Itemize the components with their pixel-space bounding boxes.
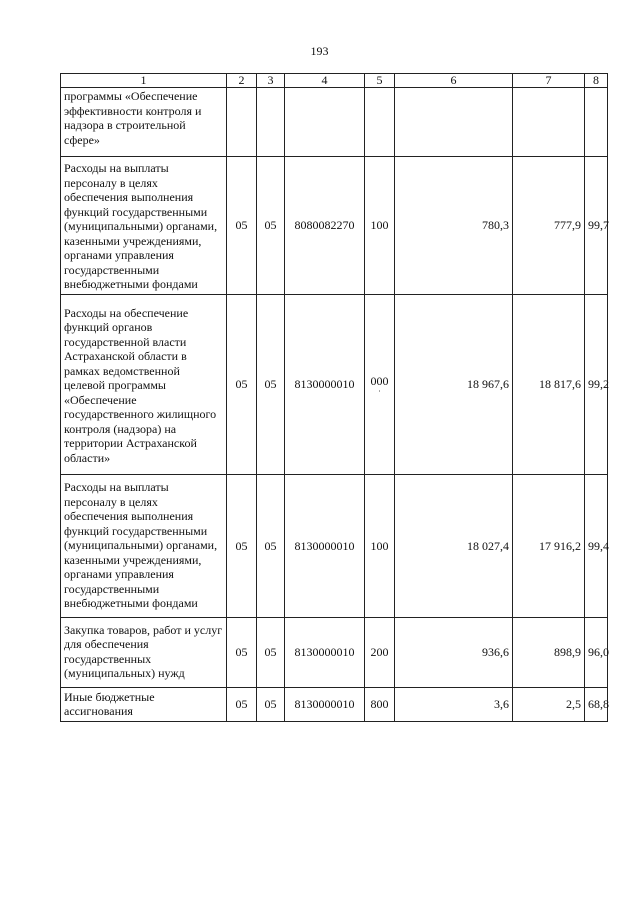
row-name: Закупка товаров, работ и услуг для обеспечения государственных (муниципальных) нужд [61,617,227,687]
row-expense-type-cell [365,294,395,475]
row-name: программы «Обеспечение эффективности контроля и надзора в строительной сфере» [61,88,227,157]
col-header-name: 1 [61,74,227,88]
table-row [61,88,608,157]
row-percent: 99,2 [585,294,608,475]
page-number: 193 [310,44,329,58]
row-section [227,88,257,157]
row-section: 05 [227,687,257,721]
row-section: 05 [227,294,257,475]
row-percent: 99,4 [585,475,608,618]
row-target-article: 8080082270 [285,157,365,295]
row-section: 05 [227,157,257,295]
header-row [61,74,608,88]
table-row [61,617,608,687]
row-target-article: 8130000010 [285,687,365,721]
row-executed [513,88,585,157]
col-header-target-article: 4 [285,74,365,88]
row-executed: 18 817,6 [513,294,585,475]
row-target-article: 8130000010 [285,475,365,618]
row-name: Расходы на выплаты персоналу в целях обеспечения выполнения функций государственными (муниципальными) органами, казенными учреждениями, органами управления государственными внебюджетными фондами [61,475,227,618]
row-expense-type: 200 [365,617,395,687]
row-executed: 898,9 [513,617,585,687]
col-header-expense-type: 5 [365,74,395,88]
row-expense-type: 100 [365,475,395,618]
budget-table [60,73,608,722]
row-percent: 68,8 [585,687,608,721]
table-row [61,294,608,475]
col-header-section: 2 [227,74,257,88]
row-expense-type: 800 [365,687,395,721]
row-executed: 2,5 [513,687,585,721]
row-target-article: 8130000010 [285,294,365,475]
row-section: 05 [227,475,257,618]
row-section: 05 [227,617,257,687]
col-header-percent: 8 [585,74,608,88]
row-subsection: 05 [257,294,285,475]
row-subsection: 05 [257,475,285,618]
row-planned: 18 967,6 [395,294,513,475]
row-planned: 936,6 [395,617,513,687]
row-subsection: 05 [257,687,285,721]
col-header-executed: 7 [513,74,585,88]
table-row [61,157,608,295]
row-name: Иные бюджетные ассигнования [61,687,227,721]
row-percent: 96,0 [585,617,608,687]
row-expense-type [365,88,395,157]
row-planned: 780,3 [395,157,513,295]
row-planned [395,88,513,157]
row-percent [585,88,608,157]
row-subsection: 05 [257,157,285,295]
row-expense-type: 000 [370,374,389,388]
row-name: Расходы на обеспечение функций органов государственной власти Астраханской области в рамках ведомственной целевой программы «Обеспечение государственного жилищного контроля (надзора) на территории Астраханской области» [61,294,227,475]
table-row [61,475,608,618]
row-planned: 18 027,4 [395,475,513,618]
row-target-article: 8130000010 [285,617,365,687]
row-executed: 777,9 [513,157,585,295]
row-name: Расходы на выплаты персоналу в целях обеспечения выполнения функций государственными (муниципальными) органами, казенными учреждениями, органами управления государственными внебюджетными фондами [61,157,227,295]
table-row [61,687,608,721]
col-header-subsection: 3 [257,74,285,88]
col-header-planned: 6 [395,74,513,88]
row-executed: 17 916,2 [513,475,585,618]
row-percent: 99,7 [585,157,608,295]
row-planned: 3,6 [395,687,513,721]
row-subsection [257,88,285,157]
row-expense-type: 100 [365,157,395,295]
row-target-article [285,88,365,157]
row-subsection: 05 [257,617,285,687]
scan-dot-mark: · [378,386,381,396]
